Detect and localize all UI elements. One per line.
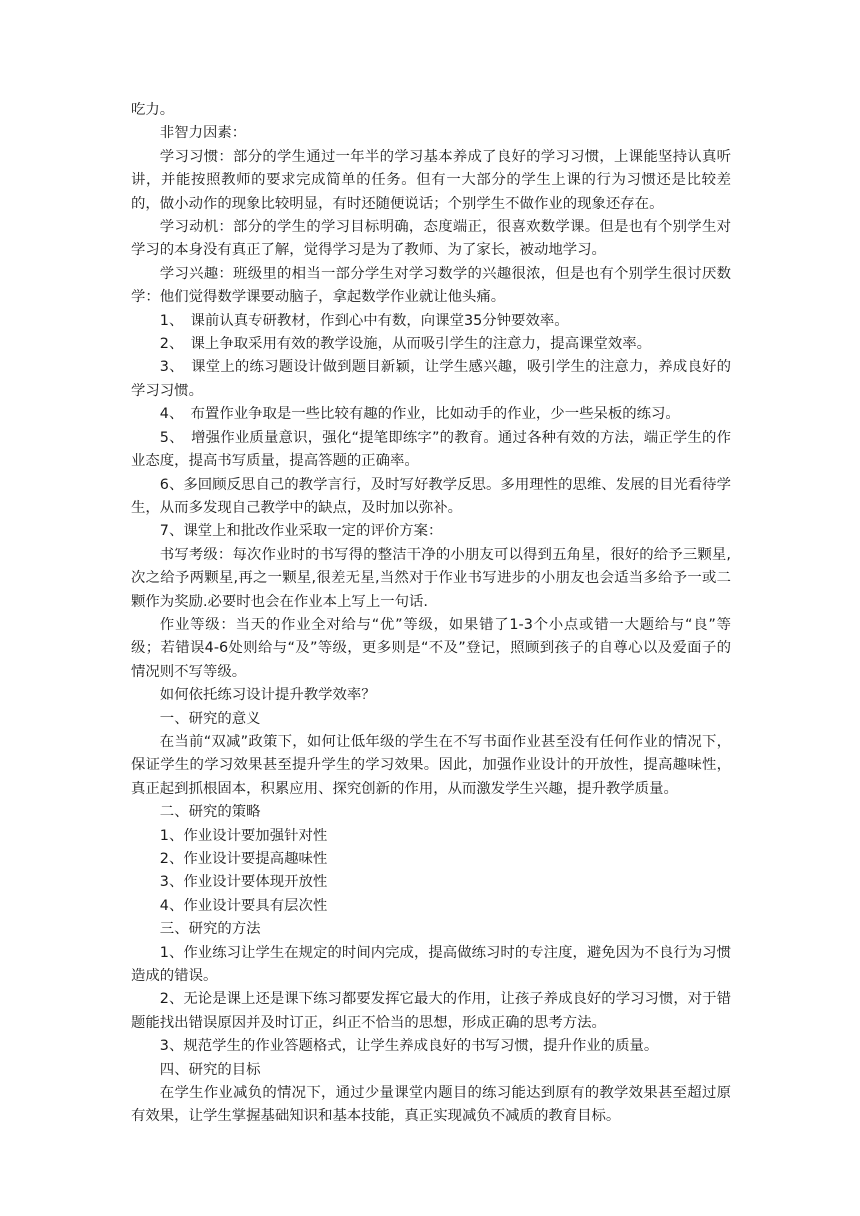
document-body — [131, 99, 731, 1129]
measure-item-7: 7、课堂上和批改作业采取一定的评价方案： — [159, 523, 443, 540]
measure-item-3: 3、 课堂上的练习题设计做到题目新颖，让学生感兴趣，吸引学生的注意力，养成良好的学习习惯。 — [131, 359, 731, 399]
paragraph-study-motivation: 学习动机：部分的学生的学习目标明确，态度端正，很喜欢数学课。但是也有个别学生对学习的本身没有真正了解，觉得学习是为了教师、为了家长，被动地学习。 — [131, 219, 731, 259]
method-item-3: 3、规范学生的作业答题格式，让学生养成良好的书写习惯，提升作业的质量。 — [159, 1038, 659, 1055]
heading-research-method: 三、研究的方法 — [159, 921, 261, 938]
measure-item-4: 4、 布置作业争取是一些比较有趣的作业，比如动手的作业，少一些呆板的练习。 — [159, 406, 680, 423]
paragraph-research-goal: 在学生作业减负的情况下，通过少量课堂内题目的练习能达到原有的教学效果甚至超过原有效果，让学生掌握基础知识和基本技能，真正实现减负不减质的教育目标。 — [131, 1085, 731, 1125]
section-heading-non-intellectual-factors: 非智力因素： — [159, 125, 247, 142]
heading-research-significance: 一、研究的意义 — [159, 710, 261, 727]
measure-item-2: 2、 课上争取采用有效的教学设施，从而吸引学生的注意力，提高课堂效率。 — [159, 336, 652, 353]
section-title-practice-design: 如何依托练习设计提升教学效率？ — [159, 687, 376, 704]
paragraph-continuation: 吃力。 — [131, 102, 175, 118]
paragraph-writing-grading: 书写考级：每次作业时的书写得的整洁干净的小朋友可以得到五角星，很好的给予三颗星,次之给予两颗星,再之一颗星,很差无星,当然对于作业书写进步的小朋友也会适当多给予一或二颗作为奖励.必要时也会在作业本上写上一句话. — [131, 546, 731, 610]
measure-item-1: 1、 课前认真专研教材，作到心中有数，向课堂35分钟要效率。 — [159, 312, 569, 329]
paragraph-homework-grading: 作业等级：当天的作业全对给与“优”等级，如果错了1-3个小点或错一大题给与“良”等级；若错误4-6处则给与“及”等级，更多则是“不及”登记，照顾到孩子的自尊心以及爱面子的情况则不写等级。 — [131, 616, 731, 680]
heading-research-goal: 四、研究的目标 — [159, 1061, 261, 1078]
strategy-item-1: 1、作业设计要加强针对性 — [159, 827, 328, 844]
paragraph-study-interest: 学习兴趣：班级里的相当一部分学生对学习数学的兴趣很浓，但是也有个别学生很讨厌数学：他们觉得数学课要动脑子，拿起数学作业就让他头痛。 — [131, 265, 731, 306]
paragraph-research-significance: 在当前“双减”政策下，如何让低年级的学生在不写书面作业甚至没有任何作业的情况下，保证学生的学习效果甚至提升学生的学习效果。因此，加强作业设计的开放性，提高趣味性，真正起到抓根固本，积累应用、探究创新的作用，从而激发学生兴趣，提升教学质量。 — [131, 733, 731, 797]
strategy-item-4: 4、作业设计要具有层次性 — [159, 897, 328, 914]
method-item-2: 2、无论是课上还是课下练习都要发挥它最大的作用，让孩子养成良好的学习习惯，对于错题能找出错误原因并及时订正，纠正不恰当的思想，形成正确的思考方法。 — [131, 991, 731, 1031]
heading-research-strategy: 二、研究的策略 — [159, 804, 261, 821]
measure-item-6: 6、多回顾反思自己的教学言行，及时写好教学反思。多用理性的思维、发展的目光看待学生，从而多发现自己教学中的缺点，及时加以弥补。 — [131, 476, 731, 516]
method-item-1: 1、作业练习让学生在规定的时间内完成，提高做练习时的专注度，避免因为不良行为习惯造成的错误。 — [131, 944, 731, 985]
strategy-item-2: 2、作业设计要提高趣味性 — [159, 851, 328, 867]
paragraph-study-habits: 学习习惯：部分的学生通过一年半的学习基本养成了良好的学习习惯，上课能坚持认真听讲，并能按照教师的要求完成简单的任务。但有一大部分的学生上课的行为习惯还是比较差的，做小动作的现象比较明显，有时还随便说话；个别学生不做作业的现象还存在。 — [131, 148, 731, 212]
measure-item-5: 5、 增强作业质量意识，强化“提笔即练字”的教育。通过各种有效的方法，端正学生的作业态度，提高书写质量，提高答题的正确率。 — [131, 429, 731, 470]
strategy-item-3: 3、作业设计要体现开放性 — [159, 874, 328, 891]
